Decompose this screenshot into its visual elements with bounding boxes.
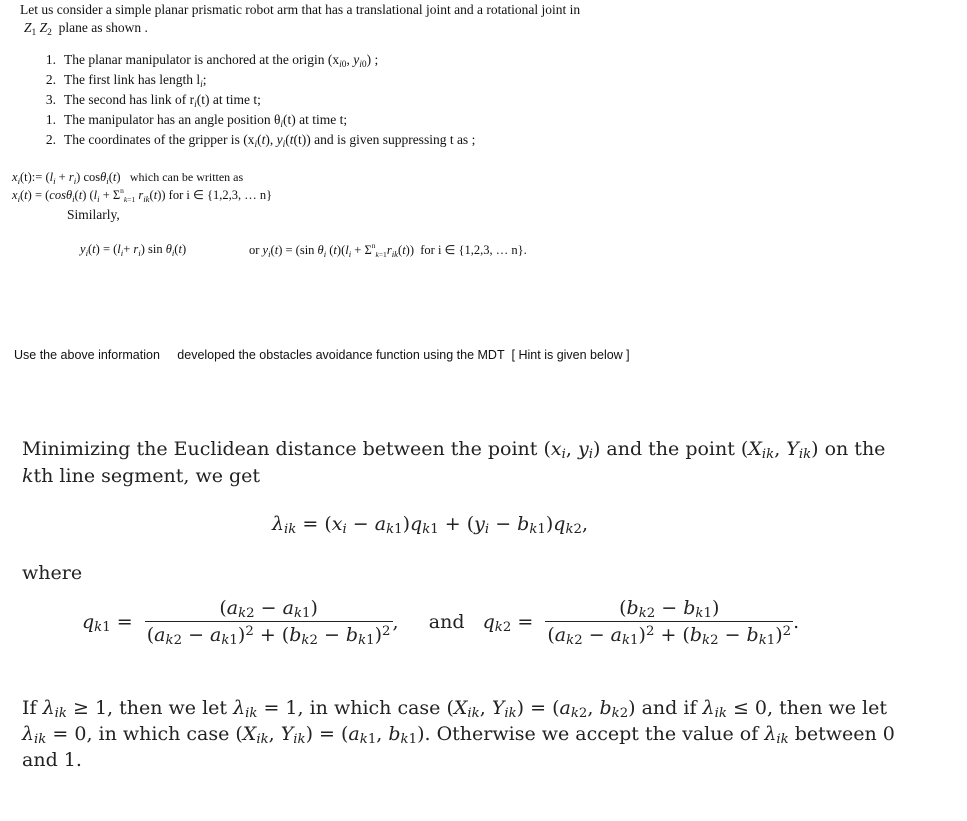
- intro-line-2-text: plane as shown .: [58, 20, 148, 35]
- hint-text: If: [22, 697, 37, 719]
- hint-text: then we let: [119, 697, 228, 719]
- equation-note: which can be written as: [129, 170, 244, 184]
- equation-y-sum: or $y_i(t) = (\sin$ $\theta_i$ $(t)(l_i + \Sigma^n_{k=1}r_{ik}(t))$ for i ∈ {1,2,3, … n}.: [249, 241, 527, 259]
- hint-paragraph-2-line-3: and 1.: [22, 749, 82, 771]
- list-item: 2. The first link has length $l_i$;: [34, 72, 207, 88]
- q-equations: $q_{k1}$ = $\frac{(a_{k2} - a_{k1})}{(a_{k2} - a_{k1})^2 + (b_{k2} - b_{k1})^2}$ , and $q_{k2}$ = $\frac{(b_{k2} - b_{k1})}{(a_{k2} - a_{k1})^2 + (b_{k2} - b_{k1})^2}$ .: [82, 597, 800, 648]
- list-text: The planar manipulator is anchored at the origin (x: [64, 52, 340, 67]
- q-k2-fraction: $\frac{(b_{k2} - b_{k1})}{(a_{k2} - a_{k1})^2 + (b_{k2} - b_{k1})^2}$: [547, 597, 792, 648]
- list-number: 1.: [45, 112, 56, 127]
- hint-text: and the point: [606, 438, 735, 460]
- set-text-end: for i ∈ {1,2,3, … n}.: [420, 243, 527, 257]
- hint-text: between 0: [794, 723, 895, 745]
- hint-paragraph-2-line-2: $\lambda_{ik} = 0$, in which case ($X_{ik}$, $Y_{ik}) = (a_{k1}$, $b_{k1}$). Otherwise we accept the value of $\lambda_{ik}$ between 0: [22, 723, 895, 747]
- instruction-part-3: [ Hint is given below ]: [511, 348, 630, 362]
- hint-text: and if: [641, 697, 697, 719]
- equation-x-sum: $x_i(t) = (\cos\theta_i(t) (l_i + \Sigma^n_{k=1}$ $r_{ik}(t)$) for i ∈ {1,2,3, … n}: [12, 186, 273, 204]
- where-text: where: [22, 562, 83, 584]
- instruction-line: [14, 348, 630, 362]
- numbered-list: [34, 52, 674, 152]
- hint-text: on the: [824, 438, 886, 460]
- hint-text: in which case: [98, 723, 230, 745]
- list-text-tail: (t) at time t;: [196, 92, 261, 107]
- or-text: or: [249, 243, 260, 257]
- list-number: 2.: [45, 72, 56, 87]
- list-text: The first link has length l: [64, 72, 201, 87]
- list-item: 1. The planar manipulator is anchored at the origin ($x_{i0}$, $y_{i0}$) ;: [34, 52, 378, 68]
- list-number: 2.: [45, 132, 56, 147]
- instruction-part-1: Use the above information: [14, 348, 160, 362]
- hint-text: then we let: [779, 697, 887, 719]
- hint-text: in which case: [309, 697, 441, 719]
- equation-y-def: $y_i(t) = (l_i+ r_i)$ $\sin \theta_i(t)$: [80, 242, 187, 258]
- and-text: and: [428, 610, 465, 633]
- list-text: The second has link of r: [64, 92, 195, 107]
- list-item: 1. The manipulator has an angle position $\theta_i(t)$ at time t;: [34, 112, 347, 128]
- hint-text: Otherwise we accept the value of: [436, 723, 759, 745]
- hint-paragraph-2-line-1: If $\lambda_{ik} \ge 1$, then we let $\lambda_{ik} = 1$, in which case ($X_{ik}$, $Y_{ik}) = (a_{k2}$, $b_{k2}$) and if $\lambda_{ik} \le 0$, then we let: [22, 697, 887, 721]
- lambda-equation: $\lambda_{ik} = (x_i - a_{k1})q_{k1} + (y_i - b_{k1})q_{k2}$,: [272, 513, 589, 537]
- list-text: The coordinates of the gripper is (x: [64, 132, 255, 147]
- list-number: 3.: [45, 92, 56, 107]
- q-k1-fraction: $\frac{(a_{k2} - a_{k1})}{(a_{k2} - a_{k1})^2 + (b_{k2} - b_{k1})^2}$: [146, 597, 391, 648]
- list-text-tail: ) ;: [366, 52, 379, 67]
- hint-text: Minimizing the Euclidean distance between the point: [22, 438, 538, 460]
- list-number: 1.: [45, 52, 56, 67]
- hint-paragraph-1-line-1: Minimizing the Euclidean distance between the point ($x_i$, $y_i$) and the point ($X_{ik}$, $Y_{ik}$) on the: [22, 438, 886, 462]
- similarly-text: Similarly,: [67, 207, 120, 222]
- list-item: 2. The coordinates of the gripper is ($x_i(t)$, $y_i(t(t))$ and is given suppressing t as ;: [34, 132, 475, 148]
- list-text-tail: (t)) and is given suppressing t as ;: [293, 132, 476, 147]
- list-text: The manipulator has an angle position θ: [64, 112, 281, 127]
- list-text-tail: (t) at time t;: [283, 112, 348, 127]
- intro-line-2: $Z_1$ $Z_2$ plane as shown .: [24, 20, 148, 38]
- instruction-part-2: developed the obstacles avoidance function using the MDT: [177, 348, 505, 362]
- set-text: for i ∈ {1,2,3, … n}: [168, 188, 273, 202]
- list-text-tail: ;: [202, 72, 207, 87]
- hint-text: th line segment, we get: [33, 465, 261, 487]
- list-item: 3. The second has link of $r_i(t)$ at time t;: [34, 92, 261, 108]
- intro-line-1: Let us consider a simple planar prismatic robot arm that has a translational joint and a rotational joint in: [20, 2, 581, 17]
- hint-paragraph-1-line-2: kth line segment, we get: [22, 465, 261, 487]
- equation-x-def: $x_i(t):= (l_i + r_i)$ cosθ$_i$(t) which can be written as: [12, 170, 244, 186]
